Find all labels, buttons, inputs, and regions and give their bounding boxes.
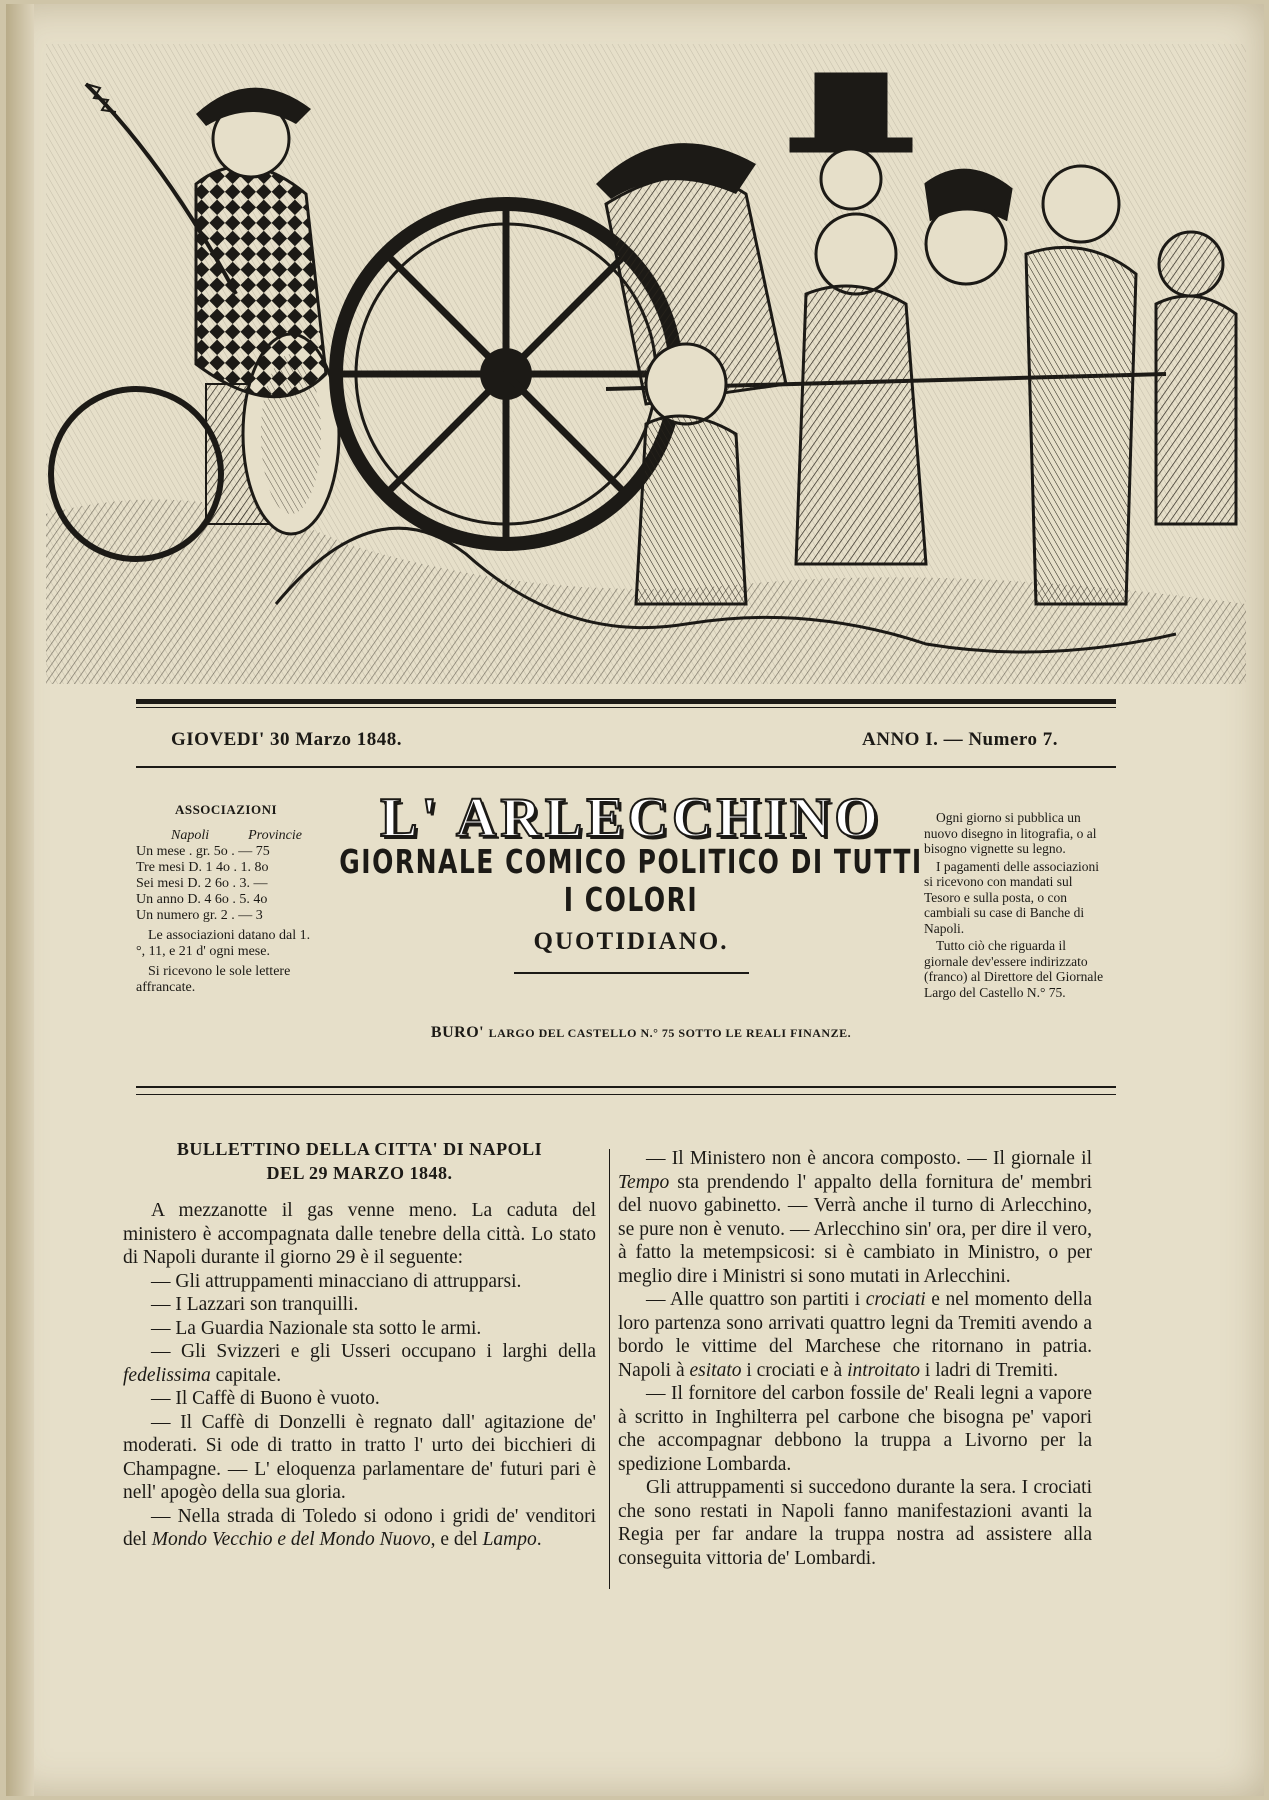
subscription-columns [136, 828, 316, 844]
col-provincie: Provincie [248, 828, 302, 843]
masthead-rule-thin [136, 707, 1116, 708]
col-napoli: Napoli [171, 828, 210, 843]
article-column-left [123, 1137, 596, 1552]
info-paragraph: I pagamenti delle associazioni si ricevono con mandati sul Tesoro e sulla posta, o con cambiali su case di Banche di Napoli. [924, 858, 1100, 936]
issue-number: ANNO I. — Numero 7. [862, 729, 1058, 750]
text-run: capitale. [215, 1364, 282, 1386]
info-paragraph: Tutto ciò che riguarda il giornale dev'essere indirizzato (franco) al Direttore del Giornale Largo del Castello N.° 75. [924, 938, 1104, 1000]
office-label: BURO' [430, 1024, 485, 1041]
paragraph: — Il Caffè di Donzelli è regnato dall' agitazione de' moderati. Si ode di tratto in tratto l' urto dei bicchieri di Champagne. — L' eloquenza parlamentare de' futuri pari è nell' apogèo della sua gloria. [123, 1411, 596, 1503]
price-row: Un numero gr. 2 . — 3 [136, 908, 263, 923]
italic-run: Lampo [482, 1529, 537, 1550]
newspaper-title-block [336, 786, 926, 974]
paragraph [123, 1505, 596, 1552]
letters-note: Si ricevono le sole lettere affrancate. [136, 964, 291, 995]
article-heading-date: DEL 29 MARZO 1848. [266, 1163, 453, 1183]
dateline-rule [136, 766, 1116, 768]
italic-run: Tempo [618, 1171, 670, 1193]
paragraph: — Il fornitore del carbon fossile de' Reali legni a vapore à scritto in Inghilterra pel carbone che bisogna pe' vapori che accompagnar debbono la truppa a Livorno per la spedizione Lombarda. [618, 1383, 1092, 1475]
text-run: , e del [430, 1529, 478, 1550]
text-run: i crociati e à [746, 1359, 843, 1381]
newspaper-page [6, 4, 1264, 1796]
price-row: Sei mesi D. 2 6o . 3. — [136, 876, 268, 891]
price-row: Un anno D. 4 6o . 5. 4o [136, 892, 268, 907]
italic-run: esitato [689, 1359, 742, 1381]
title-underline [514, 972, 749, 974]
article-heading [123, 1137, 596, 1185]
article-column-right [618, 1147, 1092, 1570]
italic-run: crociati [865, 1289, 926, 1310]
newspaper-subtitle: GIORNALE COMICO POLITICO DI TUTTI I COLORI [339, 843, 923, 919]
paragraph: — Il Caffè di Buono è vuoto. [151, 1388, 380, 1409]
paragraph: — La Guardia Nazionale sta sotto le armi. [151, 1317, 482, 1339]
header-rule-top [136, 1086, 1116, 1088]
engraving-image [46, 44, 1246, 684]
publication-info-box [924, 810, 1106, 1002]
paragraph: — I Lazzari son tranquilli. [151, 1294, 359, 1315]
text-run: i ladri di Tremiti. [924, 1359, 1059, 1381]
paragraph: A mezzanotte il gas venne meno. La caduta del ministero è accompagnata dalle tenebre della città. Lo stato di Napoli durante il giorno 29 è il seguente: [123, 1200, 596, 1268]
paragraph [123, 1340, 596, 1387]
subscription-box [136, 802, 316, 996]
price-row: Tre mesi D. 1 4o . 1. 8o [136, 860, 269, 875]
text-run: e nel momento della loro partenza sono arrivati quattro legni da Tremiti avendo a bordo le vittime del Marchese che ritornano in patria. Napoli à [618, 1289, 1093, 1381]
paragraph [618, 1288, 1092, 1382]
masthead-rule-thick [136, 699, 1116, 704]
text-run: — Alle quattro son partiti i [646, 1289, 861, 1310]
italic-run: fedelissima [123, 1364, 211, 1386]
office-address [346, 1024, 936, 1042]
newspaper-frequency: QUOTIDIANO. [533, 928, 729, 955]
office-street: LARGO DEL CASTELLO N.° 75 SOTTO LE REALI FINANZE. [488, 1026, 852, 1040]
info-paragraph: Ogni giorno si pubblica un nuovo disegno in litografia, o al bisogno vignette su legno. [924, 810, 1097, 856]
text-run: — Nella strada di Toledo si odono i gridi de' venditori del [123, 1505, 596, 1550]
italic-run: introitato [847, 1359, 921, 1381]
text-run: . [536, 1529, 542, 1550]
article-heading-line: BULLETTINO DELLA CITTA' DI NAPOLI [176, 1139, 543, 1159]
text-run: — Gli Svizzeri e gli Usseri occupano i larghi della [151, 1341, 596, 1362]
paragraph: Gli attruppamenti si succedono durante la sera. I crociati che sono restati in Napoli fanno manifestazioni avanti la Regia per far andare la truppa nostra ad assistere alla conseguita vittoria de' Lombardi. [618, 1477, 1092, 1569]
header-rule-bottom [136, 1094, 1116, 1095]
text-run: sta prendendo l' appalto della fornitura de' membri del nuovo gabinetto. — Verrà anche il turno di Arlecchino, se pure non è venuto. — Arlecchino sin' ora, per dire il vero, à fatto la metempsicosi: si è cambiato in Ministro, o per meglio dire i Ministri si sono mutati in Arlecchini. [618, 1171, 1092, 1287]
newspaper-name: L' ARLECCHINO [380, 787, 882, 849]
column-divider [609, 1149, 610, 1589]
text-run: — Il Ministero non è ancora composto. — Il giornale il [646, 1148, 1092, 1169]
price-row: Un mese . gr. 5o . — 75 [136, 844, 270, 859]
issue-date: GIOVEDI' 30 Marzo 1848. [171, 729, 403, 750]
subscription-note: Le associazioni datano dal 1.°, 11, e 21 d' ogni mese. [136, 928, 311, 959]
masthead-illustration [46, 44, 1246, 684]
subscription-heading: ASSOCIAZIONI [174, 802, 278, 817]
binding-gutter [6, 4, 34, 1796]
paragraph: — Gli attruppamenti minacciano di attrupparsi. [151, 1270, 522, 1292]
paragraph [618, 1147, 1092, 1288]
italic-run: Mondo Vecchio e del Mondo Nuovo [151, 1529, 431, 1550]
